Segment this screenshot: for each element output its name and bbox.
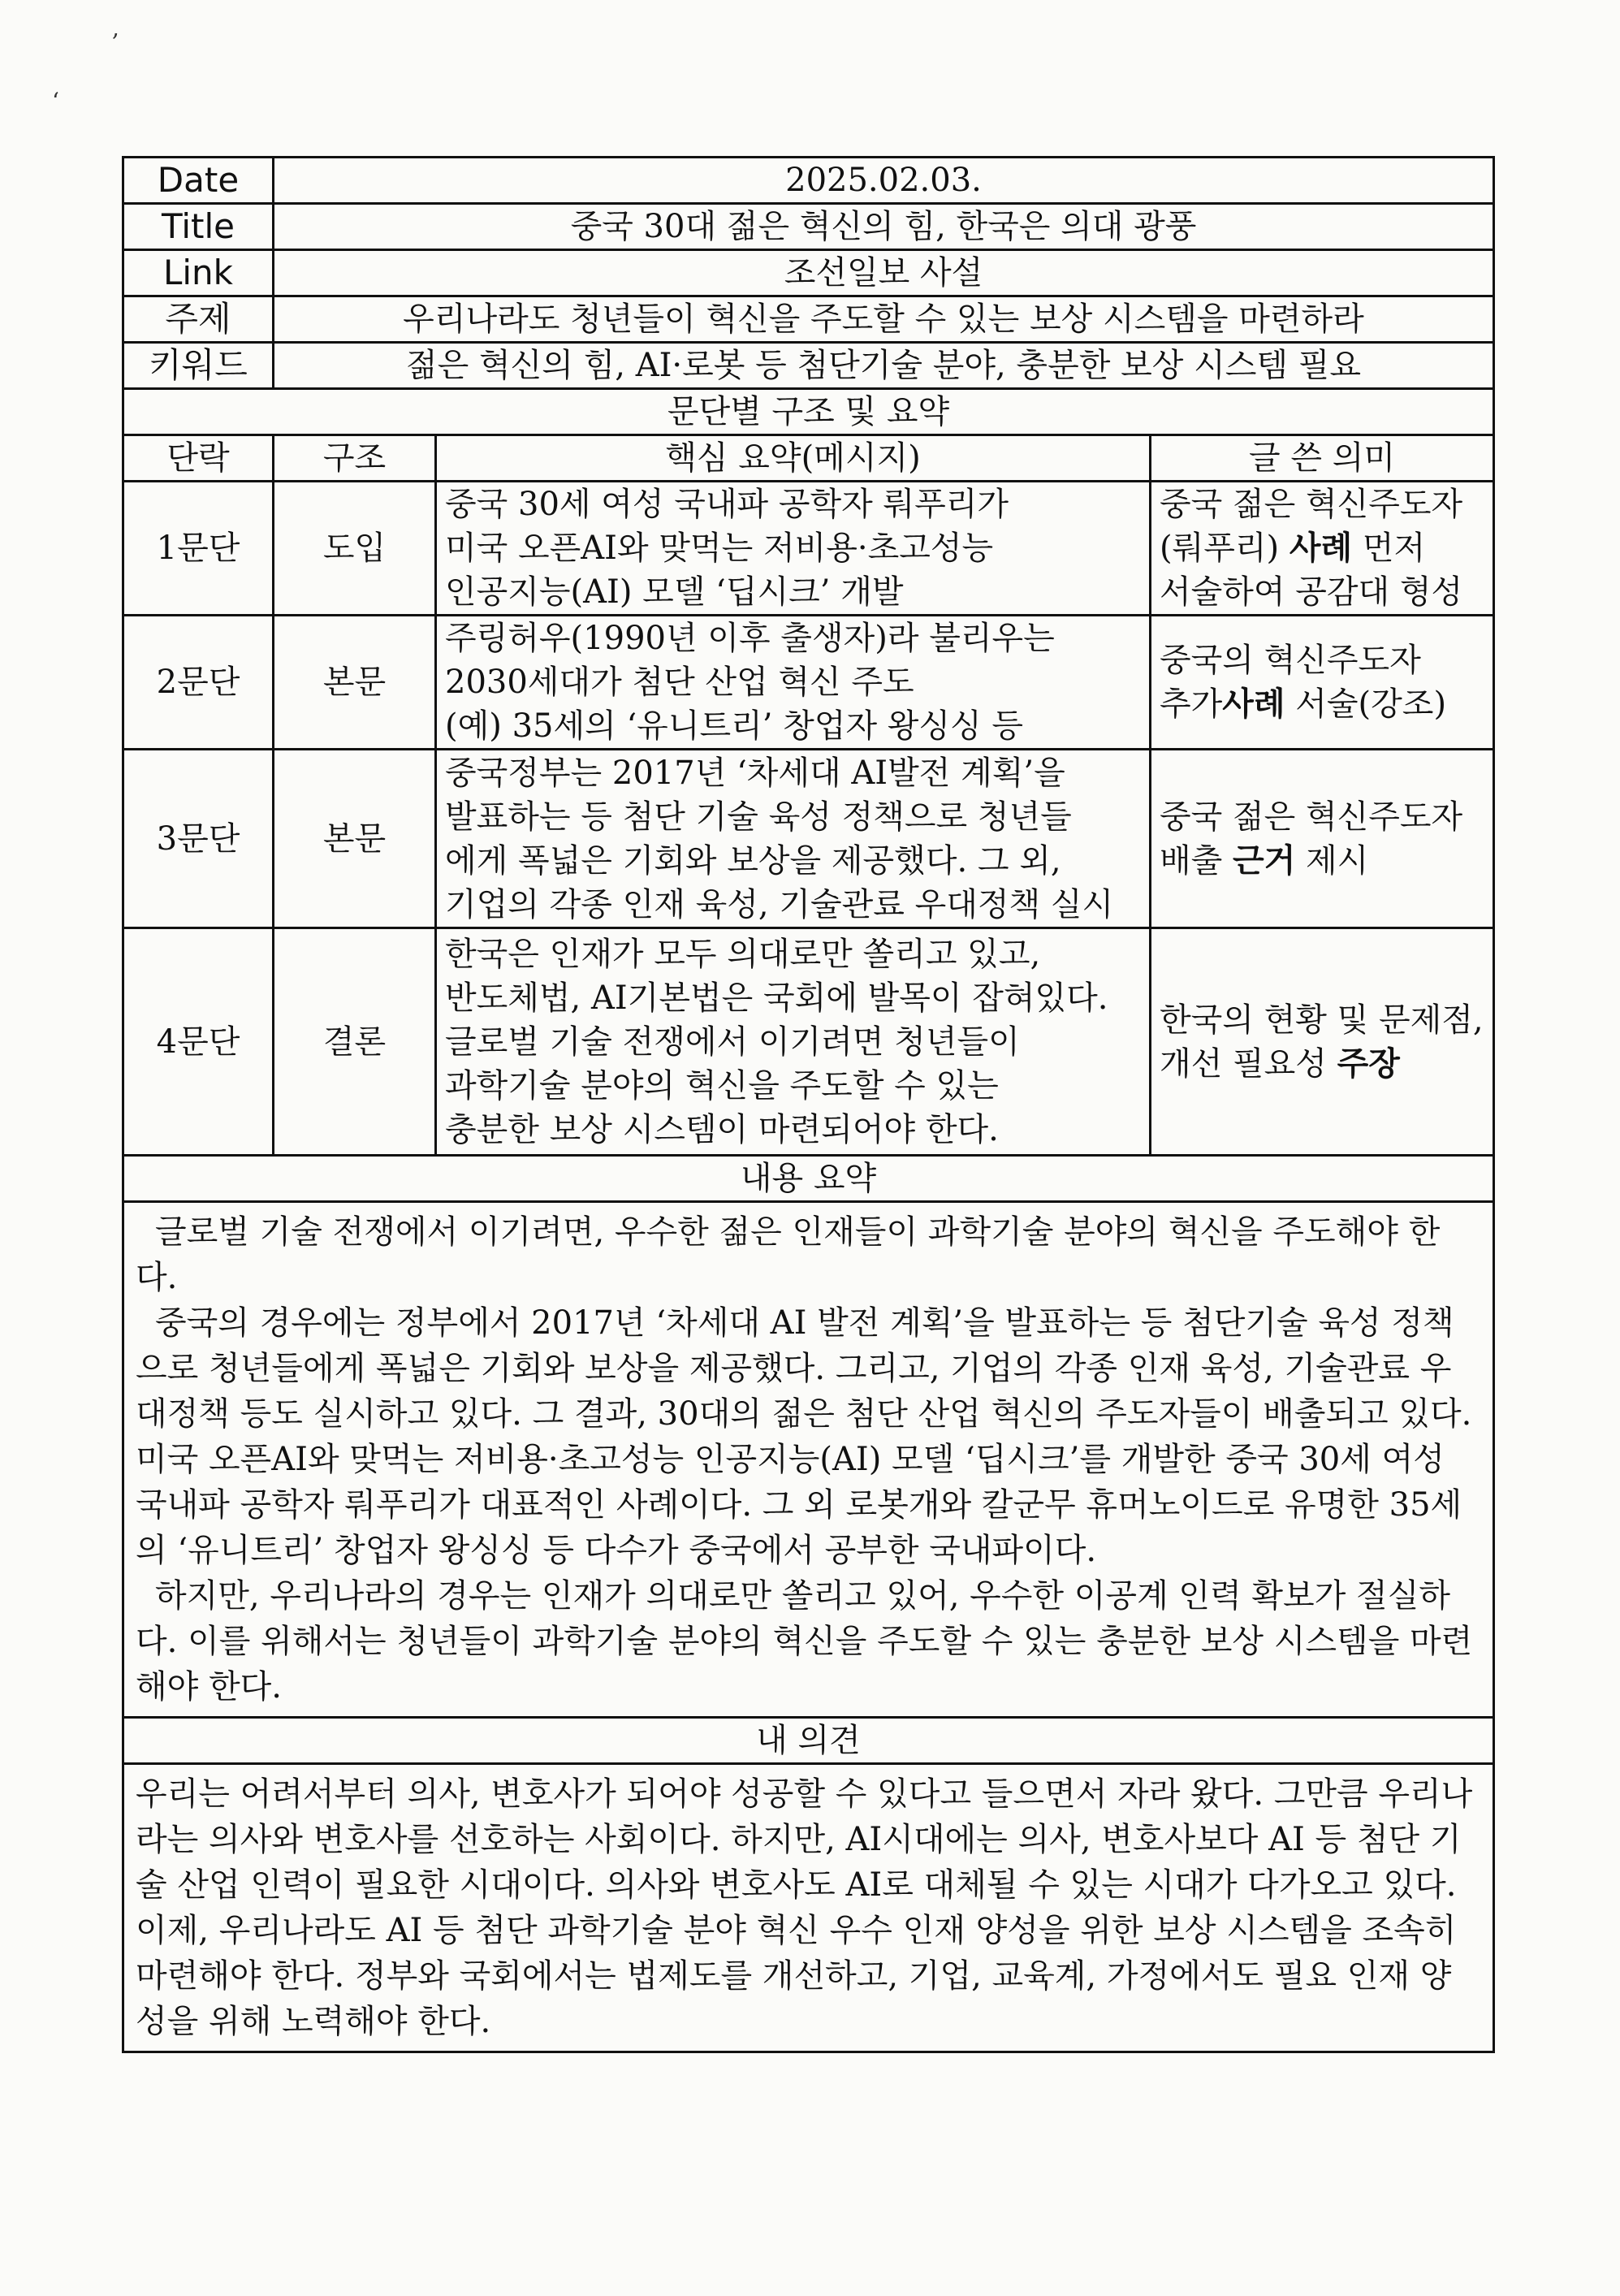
meaning-line: 중국 젊은 혁신주도자 [1160, 798, 1463, 836]
meaning-line: 중국의 혁신주도자 [1160, 642, 1421, 679]
meaning-line: 서술하여 공감대 형성 [1160, 573, 1463, 611]
writing-meaning [1151, 482, 1494, 616]
key-summary [436, 750, 1151, 928]
summary-line: 기업의 각종 인재 육성, 기술관료 우대정책 실시 [445, 885, 1114, 923]
topic-label: 주제 [123, 296, 274, 343]
link-value: 조선일보 사설 [274, 250, 1494, 296]
date-value: 2025.02.03. [274, 158, 1494, 204]
summary-paragraph: 글로벌 기술 전쟁에서 이기려면, 우수한 젊은 인재들이 과학기술 분야의 혁신을 주도해야 한다. [136, 1213, 1441, 1296]
summary-paragraph: 하지만, 우리나라의 경우는 인재가 의대로만 쏠리고 있어, 우수한 이공계 인력 확보가 절실하다. 이를 위해서는 청년들이 과학기술 분야의 혁신을 주도할 수 있는 충분한 보상 시스템을 마련해야 한다. [136, 1577, 1473, 1706]
keyword-value: 젊은 혁신의 힘, AI·로봇 등 첨단기술 분야, 충분한 보상 시스템 필요 [274, 343, 1494, 389]
meaning-text: 서술(강조) [1285, 685, 1447, 723]
key-summary [436, 482, 1151, 616]
meaning-line [1160, 682, 1484, 726]
writing-meaning [1151, 928, 1494, 1156]
summary-line: 인공지능(AI) 모델 ‘딥시크’ 개발 [445, 573, 904, 611]
table-row [123, 482, 1494, 616]
meaning-line: 한국의 현황 및 문제점, [1160, 1001, 1484, 1039]
meaning-line [1160, 839, 1484, 883]
title-label: Title [123, 204, 274, 250]
summary-line: 과학기술 분야의 혁신을 주도할 수 있는 [445, 1066, 999, 1105]
worksheet [122, 156, 1493, 2053]
summary-line: 발표하는 등 첨단 기술 육성 정책으로 청년들 [445, 798, 1072, 836]
paragraph-number: 2문단 [123, 616, 274, 750]
meaning-text: 제시 [1295, 841, 1369, 880]
content-summary-body [123, 1202, 1494, 1718]
table-row [123, 616, 1494, 750]
summary-line: 충분한 보상 시스템이 마련되어야 한다. [445, 1110, 999, 1148]
keyword-label: 키워드 [123, 343, 274, 389]
meaning-line [1160, 526, 1484, 570]
scan-mark: , [112, 15, 119, 41]
link-label: Link [123, 250, 274, 296]
meaning-text: 추가 [1160, 685, 1223, 723]
paragraph-number: 3문단 [123, 750, 274, 928]
summary-line: (예) 35세의 ‘유니트리’ 창업자 왕싱싱 등 [445, 707, 1024, 745]
structure-section-title: 문단별 구조 및 요약 [123, 389, 1494, 435]
key-summary [436, 928, 1151, 1156]
opinion-title: 내 의견 [123, 1718, 1494, 1764]
meaning-emphasis: 근거 [1233, 841, 1296, 880]
summary-line: 반도체법, AI기본법은 국회에 발목이 잡혀있다. [445, 979, 1108, 1017]
meaning-text: 배출 [1160, 841, 1233, 880]
table-row [123, 750, 1494, 928]
summary-line: 주링허우(1990년 이후 출생자)라 불리우는 [445, 620, 1055, 657]
meaning-emphasis: 주장 [1337, 1044, 1400, 1083]
topic-value: 우리나라도 청년들이 혁신을 주도할 수 있는 보상 시스템을 마련하라 [274, 296, 1494, 343]
column-header: 구조 [274, 435, 436, 482]
paragraph-structure: 결론 [274, 928, 436, 1156]
key-summary [436, 616, 1151, 750]
date-label: Date [123, 158, 274, 204]
paragraph-number: 1문단 [123, 482, 274, 616]
column-header: 단락 [123, 435, 274, 482]
meaning-line: 중국 젊은 혁신주도자 [1160, 486, 1463, 523]
table-row [123, 928, 1494, 1156]
paragraph-structure: 도입 [274, 482, 436, 616]
meaning-text: 개선 필요성 [1160, 1044, 1337, 1083]
title-value: 중국 30대 젊은 혁신의 힘, 한국은 의대 광풍 [274, 204, 1494, 250]
writing-meaning [1151, 616, 1494, 750]
content-summary-title: 내용 요약 [123, 1156, 1494, 1202]
summary-line: 2030세대가 첨단 산업 혁신 주도 [445, 664, 914, 701]
meaning-emphasis: 사례 [1289, 529, 1353, 567]
summary-line: 에게 폭넓은 기회와 보상을 제공했다. 그 외, [445, 841, 1061, 880]
column-header: 핵심 요약(메시지) [436, 435, 1151, 482]
summary-line: 중국정부는 2017년 ‘차세대 AI발전 계획’을 [445, 754, 1065, 792]
column-header: 글 쓴 의미 [1151, 435, 1494, 482]
paragraph-number: 4문단 [123, 928, 274, 1156]
worksheet-table [122, 156, 1495, 2053]
meaning-line [1160, 1042, 1484, 1086]
meaning-text: 먼저 [1352, 530, 1426, 567]
writing-meaning [1151, 750, 1494, 928]
meaning-text: (뤄푸리) [1160, 530, 1290, 567]
scan-mark: ‘ [52, 88, 59, 115]
summary-line: 한국은 인재가 모두 의대로만 쏠리고 있고, [445, 935, 1041, 973]
opinion-body [123, 1764, 1494, 2052]
paragraph-structure: 본문 [274, 616, 436, 750]
summary-line: 글로벌 기술 전쟁에서 이기려면 청년들이 [445, 1023, 1020, 1061]
opinion-text: 우리는 어려서부터 의사, 변호사가 되어야 성공할 수 있다고 들으면서 자라 왔다. 그만큼 우리나라는 의사와 변호사를 선호하는 사회이다. 하지만, AI시대에는 의사, 변호사보다 AI 등 첨단 기술 산업 인력이 필요한 시대이다. 의사와 변호사도 AI로 대체될 수 있는 시대가 다가오고 있다. 이제, 우리나라도 AI 등 첨단 과학기술 분야 혁신 우수 인재 양성을 위한 보상 시스템을 조속히 마련해야 한다. 정부와 국회에서는 법제도를 개선하고, 기업, 교육계, 가정에서도 필요 인재 양성을 위해 노력해야 한다. [136, 1775, 1473, 2040]
summary-paragraph: 중국의 경우에는 정부에서 2017년 ‘차세대 AI 발전 계획’을 발표하는 등 첨단기술 육성 정책으로 청년들에게 폭넓은 기회와 보상을 제공했다. 그리고, 기업의 각종 인재 육성, 기술관료 우대정책 등도 실시하고 있다. 그 결과, 30대의 젊은 첨단 산업 혁신의 주도자들이 배출되고 있다. 미국 오픈AI와 맞먹는 저비용·초고성능 인공지능(AI) 모델 ‘딥시크’를 개발한 중국 30세 여성 국내파 공학자 뤄푸리가 대표적인 사례이다. 그 외 로봇개와 칼군무 휴머노이드로 유명한 35세의 ‘유니트리’ 창업자 왕싱싱 등 다수가 중국에서 공부한 국내파이다. [136, 1304, 1472, 1569]
paragraph-structure: 본문 [274, 750, 436, 928]
summary-line: 미국 오픈AI와 맞먹는 저비용·초고성능 [445, 530, 994, 567]
meaning-emphasis: 사례 [1222, 685, 1285, 723]
summary-line: 중국 30세 여성 국내파 공학자 뤄푸리가 [445, 486, 1009, 523]
